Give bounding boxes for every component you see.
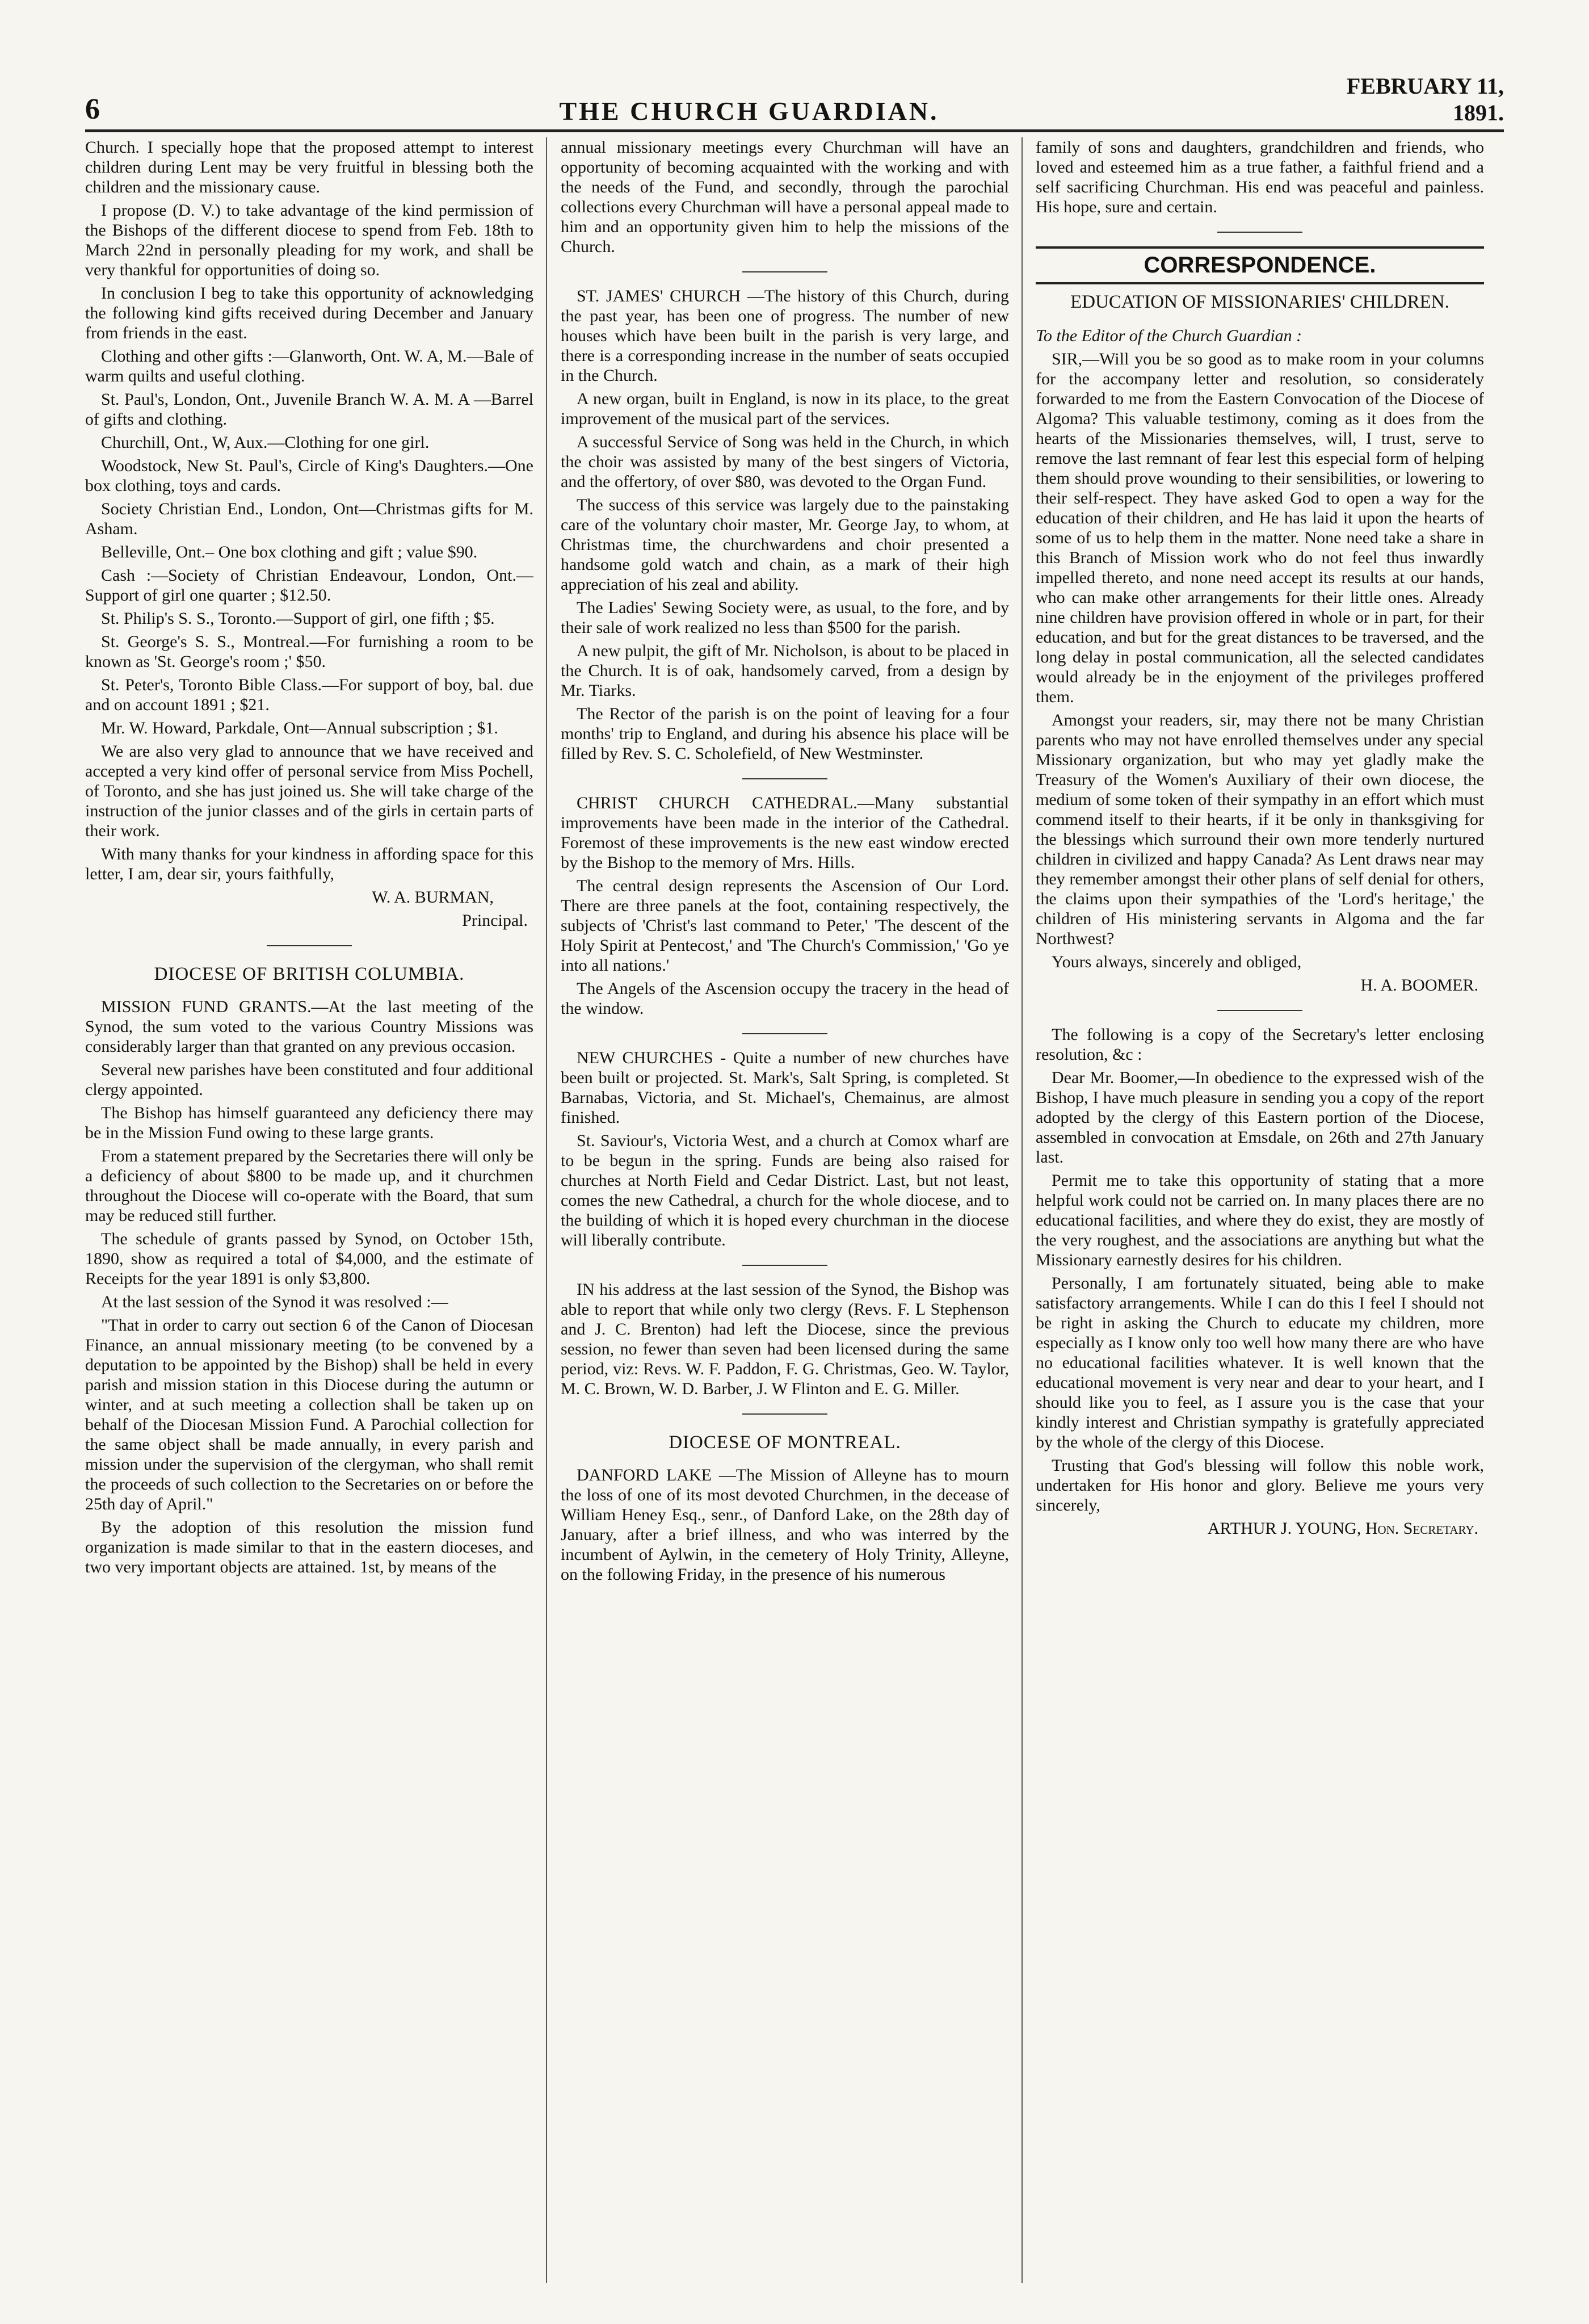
article-subheading: EDUCATION OF MISSIONARIES' CHILDREN. (1070, 292, 1449, 312)
paragraph: I propose (D. V.) to take advantage of the kind permission of the Bishops of the different diocese to spend from Feb. 18th to March 22nd in personally pleading for my work, and shall be very thankful for opportunities of doing so. (85, 201, 533, 279)
paragraph: family of sons and daughters, grandchildren and friends, who loved and esteemed him as a true father, a faithful friend and a self sacrificing Churchman. His end was peaceful and painless. His hope, sure and certain. (1036, 138, 1484, 216)
correspondence-heading: CORRESPONDENCE. (1036, 246, 1484, 284)
signature-name: W. A. BURMAN, (372, 888, 494, 907)
paragraph: DANFORD LAKE —The Mission of Alleyne has to mourn the loss of one of its most devoted Churchmen, in the decease of William Heney Esq., senr., of Danford Lake, on the 28th day of January, after a brief illness, and who was interred by the incumbent of Aylwin, in the cemetery of Holy Trinity, Alleyne, on the following Friday, in the presence of his numerous (561, 1466, 1009, 1584)
page-number: 6 (85, 93, 100, 125)
paragraph: St. Philip's S. S., Toronto.—Support of girl, one fifth ; $5. (101, 609, 495, 628)
paragraph: Dear Mr. Boomer,—In obedience to the expressed wish of the Bishop, I have much pleasure in sending you a copy of the report adopted by the clergy of this Eastern portion of the Diocese, assembled in convocation at Emsdale, on 26th and 27th January last. (1036, 1068, 1484, 1167)
paragraph: Clothing and other gifts :—Glanworth, Ont. W. A, M.—Bale of warm quilts and useful clothing. (85, 347, 533, 385)
section-separator (742, 1413, 827, 1415)
paragraph: Cash :—Society of Christian Endeavour, London, Ont.—Support of girl one quarter ; $12.50. (85, 566, 533, 605)
page-header (85, 73, 1504, 126)
paragraph: Society Christian End., London, Ont—Christmas gifts for M. Asham. (85, 500, 533, 538)
section-separator (742, 1033, 827, 1034)
section-separator (742, 778, 827, 779)
paragraph: Personally, I am fortunately situated, being able to make satisfactory arrangements. While I can do this I feel I should not be right in asking the Church to educate my children, more especially as I know only too well how many there are who have no educational facilities whatever. It is well known that the educational movement is very near and dear to your heart, and I should like you to feel, as I assure you is the case that your kindly interest and Christian sympathy is gratefully appreciated by the whole of the clergy of this Diocese. (1036, 1274, 1484, 1452)
paragraph: Mr. W. Howard, Parkdale, Ont—Annual subscription ; $1. (101, 719, 498, 737)
paragraph: IN his address at the last session of the Synod, the Bishop was able to report that while only two clergy (Revs. F. L Stephenson and J. C. Brenton) had left the Diocese, since the previous session, no fewer than seven had been licensed during the same period, viz: Revs. W. F. Paddon, F. G. Christmas, Geo. W. Taylor, M. C. Brown, W. D. Barber, J. W Flinton and E. G. Miller. (561, 1280, 1009, 1398)
signature-name: H. A. BOOMER. (1360, 976, 1478, 995)
section-separator (267, 945, 352, 946)
paragraph: CHRIST CHURCH CATHEDRAL.—Many substantial improvements have been made in the interior of the Cathedral. Foremost of these improvements is the new east window erected by the Bishop to the memory of Mrs. Hills. (561, 794, 1009, 872)
paragraph: St. Saviour's, Victoria West, and a church at Comox wharf are to be begun in the spring. Funds are being also raised for churches at North Field and Cedar District. Last, but not least, comes the new Cathedral, a church for the whole diocese, and to the building of which it is hoped every churchman in the diocese will liberally contribute. (561, 1131, 1009, 1249)
section-separator (1217, 1010, 1302, 1011)
paragraph: St. Paul's, London, Ont., Juvenile Branch W. A. M. A —Barrel of gifts and clothing. (85, 390, 533, 429)
paragraph: SIR,—Will you be so good as to make room in your columns for the accompany letter and resolution, so considerately forwarded to me from the Eastern Convocation of the Diocese of Algoma? This valuable testimony, coming as it does from the hearts of the Missionaries themselves, will, I trust, serve to remove the last remnant of fear lest this especial form of helping them should prove wounding to their sensibilities, or lowering to their self-respect. They have asked God to open a way for the education of their children, and He has laid it upon the hearts of some of us to help them in the matter. None need take a share in this Branch of Mission work who do not feel thus inwardly impelled thereto, and none need accept its results at our hands, who can make other arrangements for their little ones. Already nine children have provision offered in whole or in part, for their education, and but for the great distances to be traversed, and the long delay in postal communication, all the selected candidates would already be in the enjoyment of the privileges proffered them. (1036, 350, 1484, 706)
issue-date: FEBRUARY 11, 1891. (1346, 73, 1504, 125)
paragraph: Several new parishes have been constituted and four additional clergy appointed. (85, 1060, 533, 1099)
paragraph: The Ladies' Sewing Society were, as usual, to the fore, and by their sale of work realized no less than $500 for the parish. (561, 598, 1009, 637)
signature-secretary: ARTHUR J. YOUNG, Hon. Secretary. (1207, 1519, 1478, 1538)
paragraph: The Bishop has himself guaranteed any deficiency there may be in the Mission Fund owing to these large grants. (85, 1104, 533, 1142)
paragraph: The schedule of grants passed by Synod, on October 15th, 1890, show as required a total of $4,000, and the estimate of Receipts for the year 1891 is only $3,800. (85, 1230, 533, 1288)
closing-line: Yours always, sincerely and obliged, (1052, 953, 1302, 971)
paragraph: By the adoption of this resolution the mission fund organization is made similar to that in the eastern dioceses, and two very important objects are attained. 1st, by means of the (85, 1518, 533, 1576)
section-heading-montreal: DIOCESE OF MONTREAL. (669, 1432, 901, 1453)
paragraph: MISSION FUND GRANTS.—At the last meeting of the Synod, the sum voted to the various Country Missions was considerably larger than that granted on any previous occasion. (85, 997, 533, 1056)
column-2 (561, 137, 1009, 2283)
paragraph: Permit me to take this opportunity of stating that a more helpful work could not be carried on. In many places there are no educational facilities, and where they do exist, they are mostly of the very roughest, and the associations are anything but what the Missionary earnestly desires for his children. (1036, 1171, 1484, 1269)
section-separator (742, 271, 827, 272)
paragraph: A successful Service of Song was held in the Church, in which the choir was assisted by many of the best singers of Victoria, and the offertory, of over $80, was devoted to the Organ Fund. (561, 433, 1009, 491)
signature-title: Principal. (462, 911, 528, 930)
paragraph: annual missionary meetings every Churchman will have an opportunity of becoming acquainted with the working and with the needs of the Fund, and secondly, through the parochial collections every Churchman will have a personal appeal made to him and an opportunity given him to help the missions of the Church. (561, 138, 1009, 256)
paragraph: St. George's S. S., Montreal.—For furnishing a room to be known as 'St. George's room ;' $50. (85, 632, 533, 671)
salutation-line: To the Editor of the Church Guardian : (1036, 326, 1302, 345)
paragraph: St. Peter's, Toronto Bible Class.—For support of boy, bal. due and on account 1891 ; $21. (85, 676, 533, 714)
paragraph: In conclusion I beg to take this opportunity of acknowledging the following kind gifts received during December and January from friends in the east. (85, 284, 533, 342)
paragraph: Amongst your readers, sir, may there not be many Christian parents who may not have enrolled themselves under any special Missionary organization, but who may yet gladly make the Treasury of the Women's Auxiliary of their own diocese, the medium of some token of their sympathy in an effort which must commend itself to their hearts, if it be only in thanksgiving for the blessings which surround their own more tenderly nurtured children in civilized and happy Canada? As Lent draws near may they remember amongst their other plans of self denial for others, the claims upon their sympathies of the 'Lord's heritage,' the children of His ministering servants in Algoma and the far Northwest? (1036, 711, 1484, 948)
paragraph: The success of this service was largely due to the painstaking care of the voluntary choir master, Mr. George Jay, to whom, at Christmas time, the churchwardens and choir presented a handsome gold watch and chain, as a mark of their high appreciation of his zeal and ability. (561, 496, 1009, 594)
paragraph: From a statement prepared by the Secretaries there will only be a deficiency of about $800 to be made up, and it churchmen throughout the Diocese will co-operate with the Board, that sum may be reduced still further. (85, 1147, 533, 1225)
paragraph: Church. I specially hope that the proposed attempt to interest children during Lent may be very fruitful in blessing both the children and the missionary cause. (85, 138, 533, 196)
paragraph: ST. JAMES' CHURCH —The history of this Church, during the past year, has been one of progress. The number of new houses which have been built in the parish is very large, and there is a corresponding increase in the number of seats occupied in the Church. (561, 287, 1009, 385)
masthead-title: THE CHURCH GUARDIAN. (559, 97, 939, 125)
paragraph: Belleville, Ont.– One box clothing and gift ; value $90. (101, 543, 478, 561)
column-divider-2 (1022, 137, 1023, 2283)
paragraph: Woodstock, New St. Paul's, Circle of King's Daughters.—One box clothing, toys and cards. (85, 456, 533, 495)
column-3 (1036, 137, 1484, 2283)
section-separator (1217, 232, 1302, 233)
header-rule (85, 129, 1504, 132)
paragraph: Trusting that God's blessing will follow this noble work, undertaken for His honor and glory. Believe me yours very sincerely, (1036, 1456, 1484, 1515)
paragraph: With many thanks for your kindness in affording space for this letter, I am, dear sir, yours faithfully, (85, 845, 533, 883)
paragraph: The central design represents the Ascension of Our Lord. There are three panels at the foot, containing respectively, the subjects of 'Christ's last command to Peter,' 'The descent of the Holy Spirit at Pentecost,' and 'The Church's Commission,' 'Go ye into all nations.' (561, 876, 1009, 975)
paragraph: The Angels of the Ascension occupy the tracery in the head of the window. (561, 979, 1009, 1018)
paragraph: A new organ, built in England, is now in its place, to the great improvement of the musical part of the services. (561, 389, 1009, 428)
paragraph: At the last session of the Synod it was resolved :— (101, 1293, 448, 1311)
section-heading-british-columbia: DIOCESE OF BRITISH COLUMBIA. (154, 964, 465, 984)
paragraph: A new pulpit, the gift of Mr. Nicholson, is about to be placed in the Church. It is of oak, handsomely carved, from a design by Mr. Tiarks. (561, 641, 1009, 700)
paragraph: The Rector of the parish is on the point of leaving for a four months' trip to England, and during his absence his place will be filled by Rev. S. C. Scholefield, of New Westminster. (561, 704, 1009, 763)
paragraph: We are also very glad to announce that we have received and accepted a very kind offer of personal service from Miss Pochell, of Toronto, and she has just joined us. She will take charge of the instruction of the junior classes and of the girls in certain parts of their work. (85, 742, 533, 840)
section-separator (742, 1265, 827, 1266)
paragraph: NEW CHURCHES - Quite a number of new churches have been built or projected. St. Mark's, Salt Spring, is completed. St Barnabas, Victoria, and St. Michael's, Chemainus, are almost finished. (561, 1048, 1009, 1127)
paragraph: "That in order to carry out section 6 of the Canon of Diocesan Finance, an annual missionary meeting (to be convened by a deputation to be appointed by the Bishop) shall be held in every parish and mission station in this Diocese during the autumn or winter, and at such meeting a collection shall be taken up on behalf of the Diocesan Mission Fund. A Parochial collection for the same object shall be made annually, in every parish and mission under the supervision of the clergyman, who shall remit the proceeds of such collection to the Secretaries on or before the 25th day of April." (85, 1316, 533, 1513)
paragraph: Churchill, Ont., W, Aux.—Clothing for one girl. (101, 433, 430, 452)
column-divider-1 (546, 137, 547, 2283)
paragraph: The following is a copy of the Secretary's letter enclosing resolution, &c : (1036, 1025, 1484, 1064)
column-1 (85, 137, 533, 2283)
